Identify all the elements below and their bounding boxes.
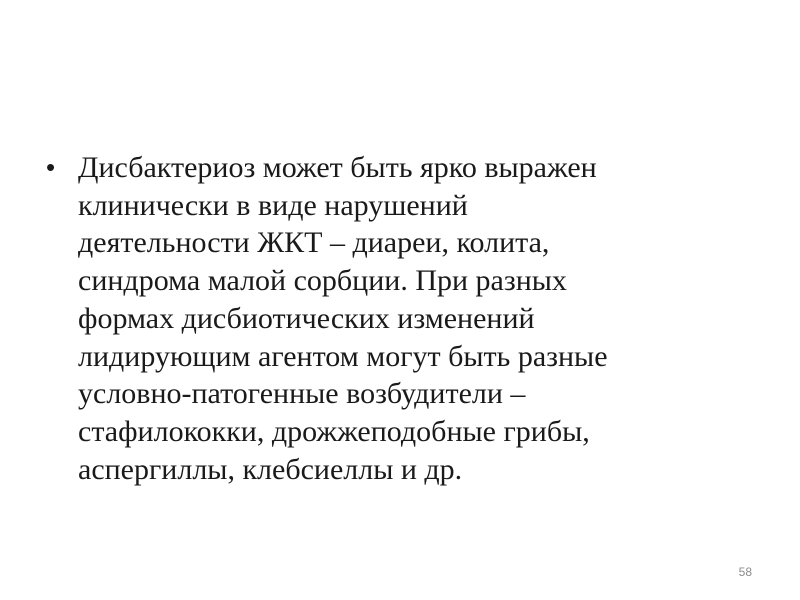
bullet-item	[46, 149, 726, 488]
bullet-text-line: деятельности ЖКТ – диареи, колита,	[78, 226, 550, 260]
bullet-list	[46, 149, 726, 488]
bullet-text-line: синдрома малой сорбции. При разных	[78, 264, 567, 298]
bullet-text-line: Дисбактериоз может быть ярко выражен	[78, 151, 597, 184]
bullet-text-line: аспергиллы, клебсиеллы и др.	[78, 452, 463, 486]
bullet-text	[78, 149, 608, 488]
bullet-text-line: формах дисбиотических изменений	[78, 301, 535, 335]
page-number: 58	[738, 565, 752, 579]
bullet-text-line: лидирующим агентом могут быть разные	[78, 339, 608, 373]
bullet-text-line: клинически в виде нарушений	[78, 188, 468, 222]
bullet-text-line: стафилококки, дрожжеподобные грибы,	[78, 414, 590, 448]
bullet-text-line: условно-патогенные возбудители –	[78, 377, 526, 411]
bullet-marker: •	[46, 152, 56, 182]
